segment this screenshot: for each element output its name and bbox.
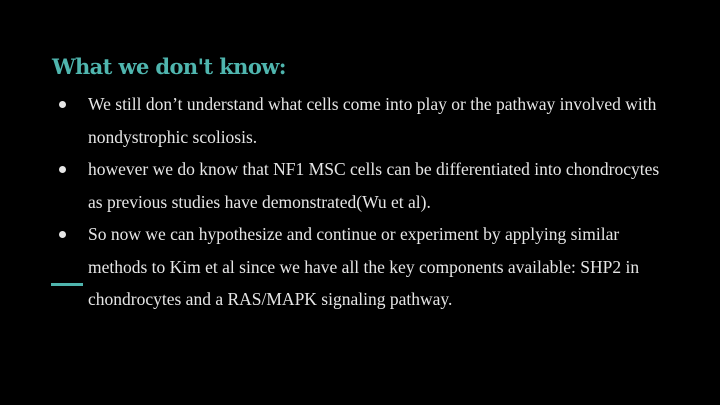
bullet-list <box>52 88 672 316</box>
bullet-dot-icon <box>59 231 66 238</box>
bullet-text: We still don’t understand what cells come into play or the pathway involved with nondystrophic scoliosis. <box>88 94 657 147</box>
bullet-dot-icon <box>59 101 66 108</box>
bullet-text: however we do know that NF1 MSC cells can be differentiated into chondrocytes as previous studies have demonstrated(Wu et al). <box>88 159 660 212</box>
accent-bar <box>51 283 83 286</box>
slide-title: What we don't know: <box>52 54 286 79</box>
bullet-text: So now we can hypothesize and continue or experiment by applying similar methods to Kim et al since we have all the key components available: SHP2 in chondrocytes and a RAS/MAPK signaling pathway. <box>88 224 640 309</box>
bullet-item <box>52 88 672 153</box>
bullet-dot-icon <box>59 166 66 173</box>
bullet-item <box>52 218 672 316</box>
bullet-item <box>52 153 672 218</box>
